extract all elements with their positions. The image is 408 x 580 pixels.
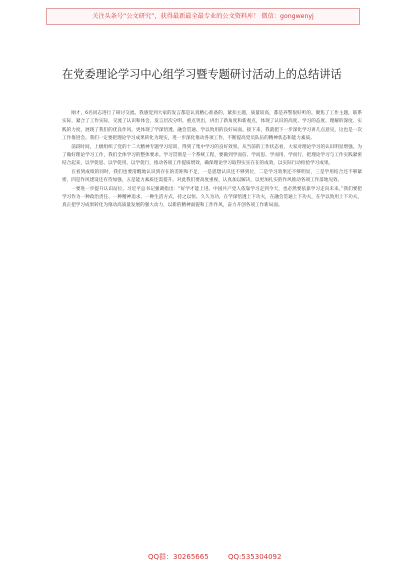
qq-group-text: QQ群：30265665 [148, 553, 209, 561]
body-paragraph: 前段时间，上级组织了党的十二大精神专题学习培训，得到了集中学习的良好效果。从当前的工作状态看，大家对理论学习的认识明显增强。为了做好理论学习工作，我们全体学习的整体要求。学习贯彻是一个系统工程，要做到学而信、学而思、学而用、学而行，把理论学习与工作实践紧密结合起来，以学促思、以学促用、以学促行，推动各项工作提质增效，确保理论学习取得实实在在的成效，以实际行动检验学习成果。 [62, 144, 362, 167]
qq-number-text: QQ:535304092 [228, 553, 282, 561]
body-paragraph: 在看到成绩的同时，我们也要清醒地认识到存在的差距和不足，一是思想认识还不够到位，二是学习效果还不够明显，三是学用结合还不够紧密，四是作风建设还有待加强，五是能力素质还需提升。对此我们要高度重视，认真加以解决，以更加扎实的作风推动各项工作落地见效。 [62, 169, 362, 184]
body-paragraph: 刚才，6名同志进行了研讨交流。我感觉到大家的发言都是认真精心准备的，紧扣主题，质量较高，都是养警很好听的。聚焦了工作主题，联系实际，紧合了工作实际，交流了认识和体会，发言层次分明、重点突出，讲出了新角度和新观点，体现了认识的高度、学习的态度、理解的深度、实践的力度，展现了我们的优良作风，更体现了学深悟透、融会贯通、学以致用的良好局面。接下来，我就把下一步深化学习讲几点意见，这也是一次工作推进会。我们一定要把理论学习成果转化为现实，进一步深化推动各项工作，不断提高党员队伍的精神状态和能力素质。 [62, 111, 362, 142]
document-title: 在党委理论学习中心组学习暨专题研讨活动上的总结讲话 [62, 68, 342, 81]
contact-footer [0, 549, 408, 565]
promo-banner: 关注头条号“公文研究”，获得最新最全最专业的公文资料库！ 微信：gongwenyj [46, 8, 360, 25]
body-paragraph: 一要进一步提升认识站位。习近平总书记强调指出：“好学才能上进。中国共产党人依靠学习走到今天，也必然要依靠学习走向未来。”我们要把学习作为一种政治责任、一种精神追求、一种生活方式，持之以恒、久久为功，在学深悟透上下功夫，在融会贯通上下功夫，在学以致用上下功夫，真正把学习成果转化为推动高质量发展的强大动力，以新的精神面貌和工作作风，奋力开创各项工作新局面。 [62, 186, 362, 209]
document-body [62, 110, 362, 548]
